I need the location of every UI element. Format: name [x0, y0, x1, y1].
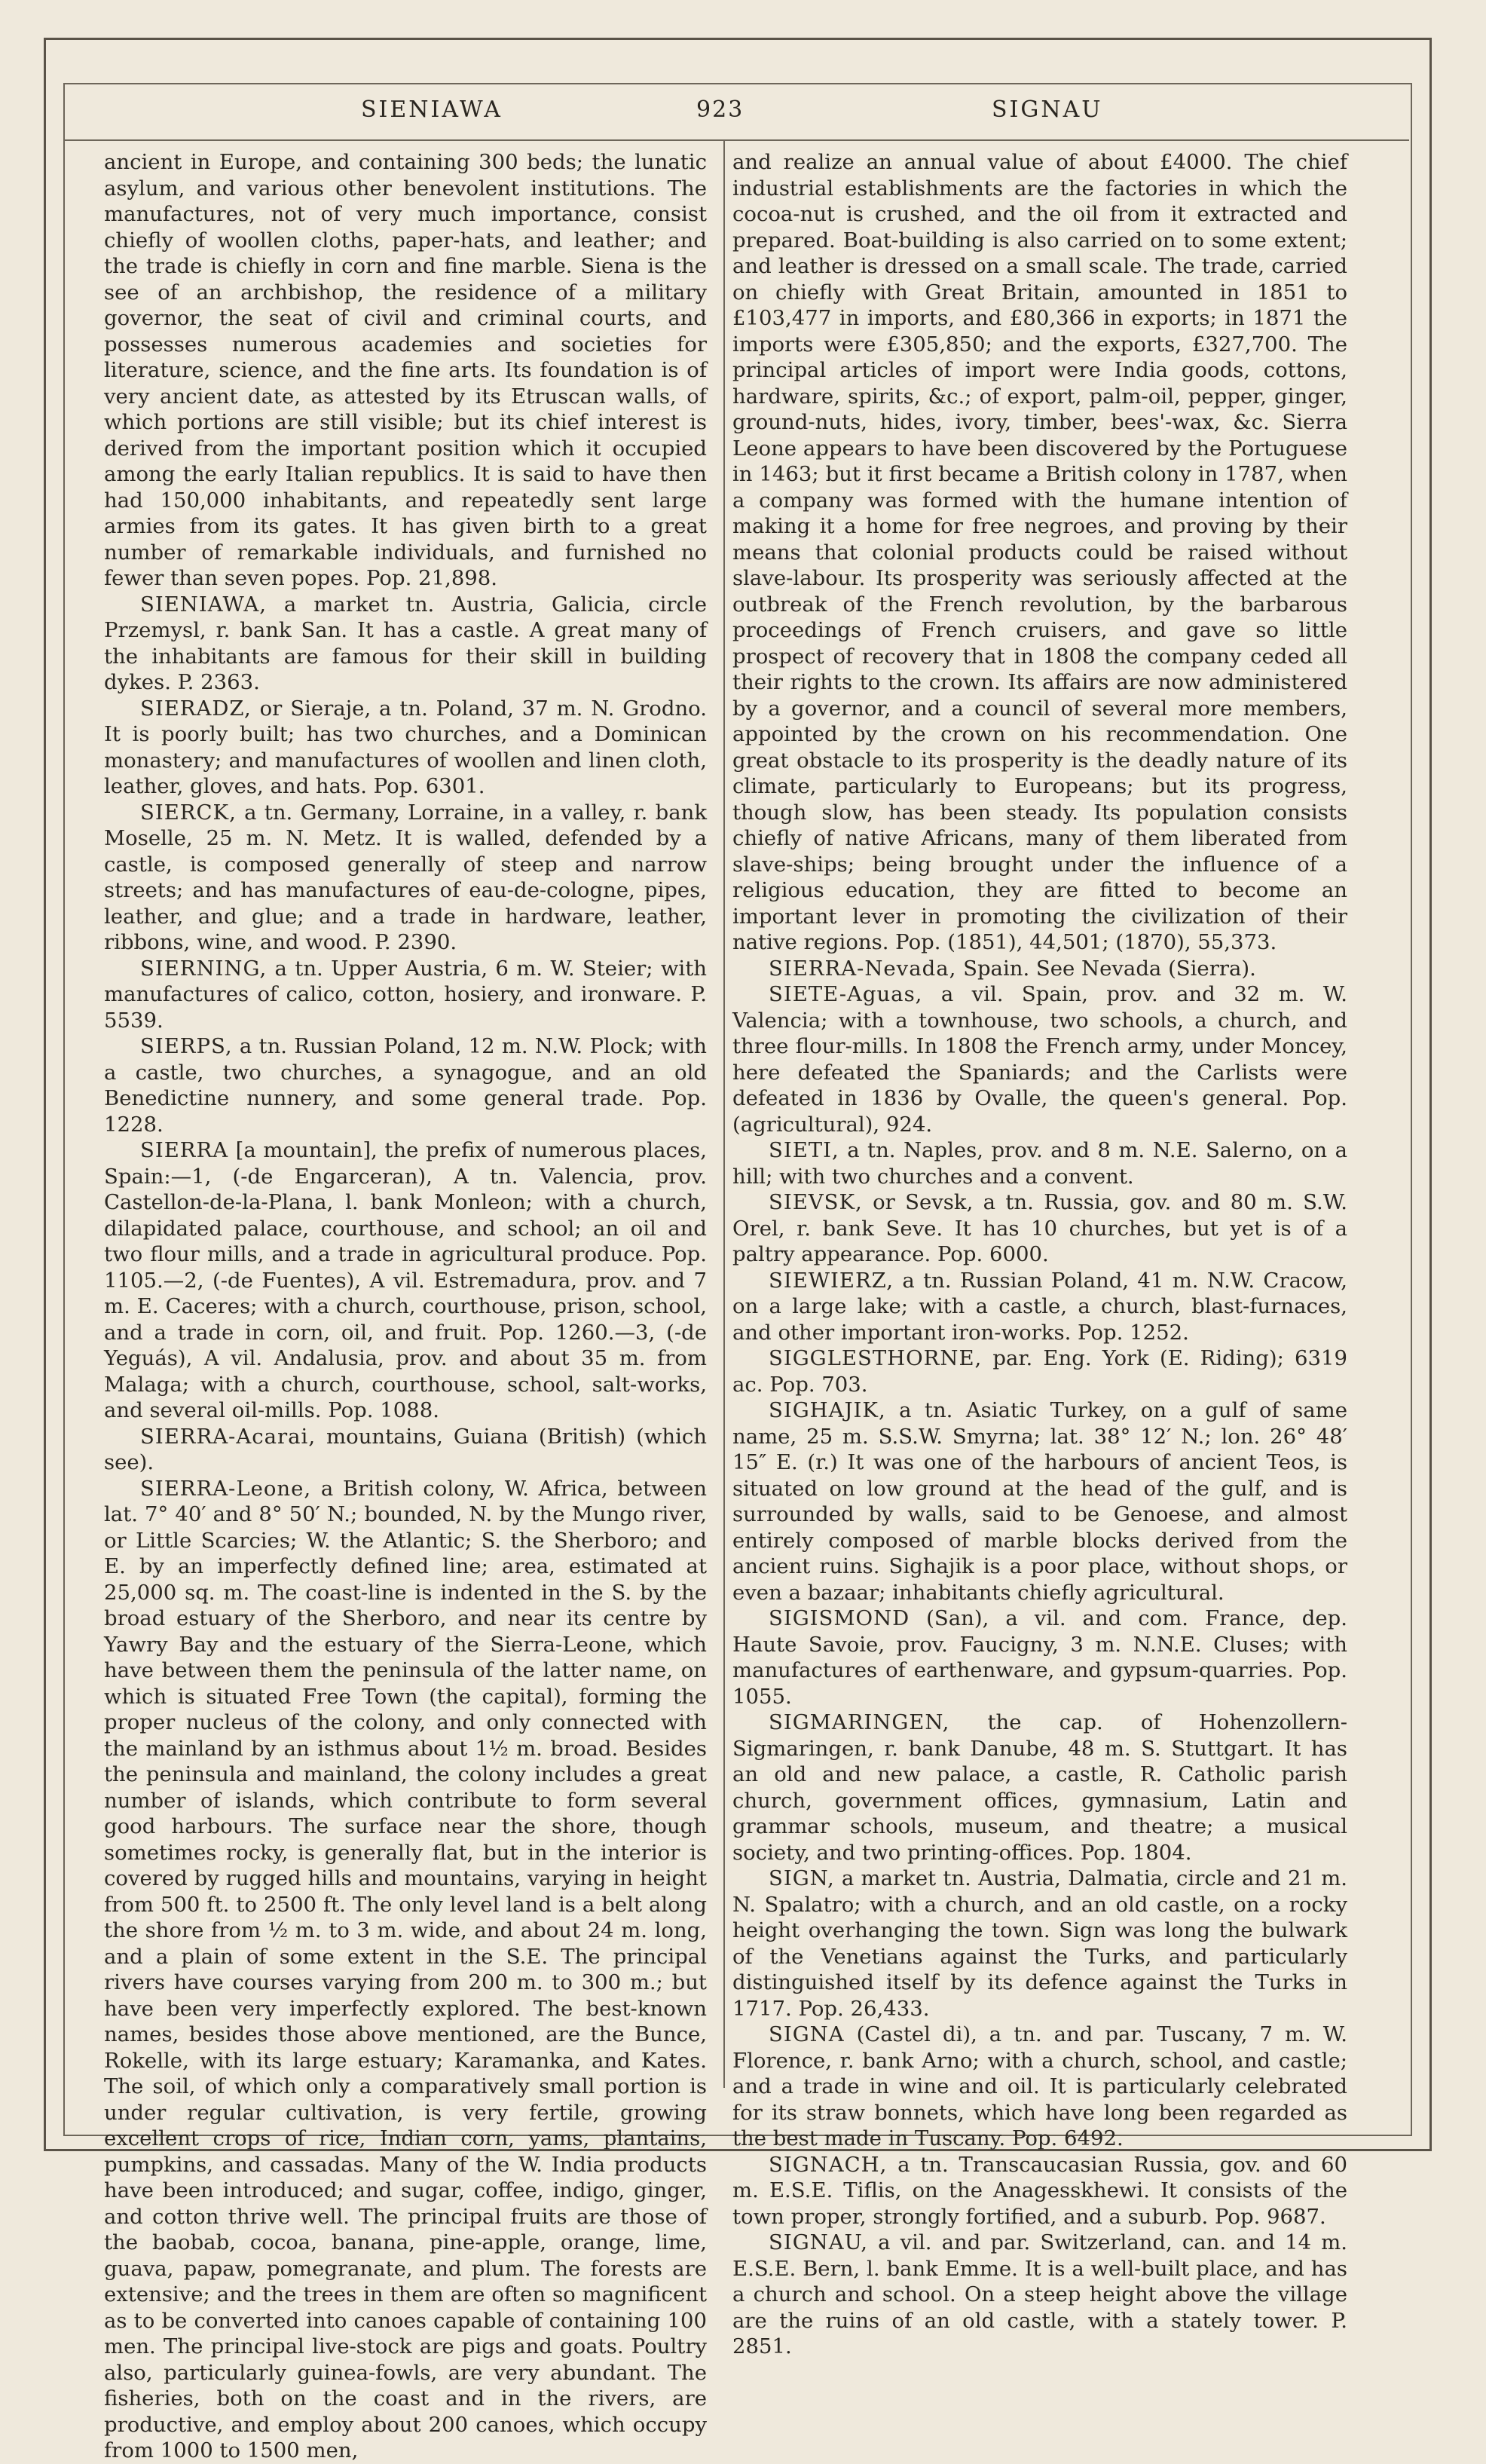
- entry-text: par. Eng. York (E. Riding); 6319 ac. Pop. 703.: [732, 1346, 1347, 1397]
- entry-headword: SIERCK,: [140, 800, 237, 825]
- gazetteer-entry: [104, 696, 707, 800]
- entry-text: mountains, Guiana (British) (which see).: [104, 1424, 707, 1474]
- entry-headword: SIGN,: [769, 1866, 835, 1890]
- entry-headword: SIERRA-Leone,: [140, 1476, 312, 1501]
- entry-text: ancient in Europe, and containing 300 beds; the lunatic asylum, and various other benevolent institutions. The manufactures, not of very much importance, consist chiefly of woollen cloths, paper-hats, and leather; and the trade is chiefly in corn and fine marble. Siena is the see of an archbishop, the residence of a military governor, the seat of civil and criminal courts, and possesses numerous academies and societies for literature, science, and the fine arts. Its foundation is of very ancient date, as attested by its Etruscan walls, of which portions are still visible; but its chief interest is derived from the important position which it occupied among the early Italian republics. It is said to have then had 150,000 inhabitants, and repeatedly sent large armies from its gates. It has given birth to a great number of remarkable individuals, and furnished no fewer than seven popes. Pop. 21,898.: [104, 150, 707, 590]
- entry-text: Spain. See Nevada (Sierra).: [956, 956, 1256, 981]
- entry-headword: SIERADZ,: [140, 696, 252, 721]
- entry-text: a British colony, W. Africa, between lat. 7° 40′ and 8° 50′ N.; bounded, N. by the Mungo river, or Little Scarcies; W. the Atlantic; S. the Sherboro; and E. by an imperfectly defined line; area, estimated at 25,000 sq. m. The coast-line is indented in the S. by the broad estuary of the Sherboro, and near its centre by Yawry Bay and the estuary of the Sierra-Leone, which have between them the peninsula of the latter name, on which is situated Free Town (the capital), forming the proper nucleus of the colony, and only connected with the mainland by an isthmus about 1½ m. broad. Besides the peninsula and mainland, the colony includes a great number of islands, which contribute to form several good harbours. The surface near the shore, though sometimes rocky, is generally flat, but in the interior is covered by rugged hills and mountains, varying in height from 500 ft. to 2500 ft. The only level land is a belt along the shore from ½ m. to 3 m. wide, and about 24 m. long, and a plain of some extent in the S.E. The principal rivers have courses varying from 200 m. to 300 m.; but have been very imperfectly explored. The best-known names, besides those above mentioned, are the Bunce, Rokelle, with its large estuary; Karamanka, and Kates. The soil, of which only a comparatively small portion is under regular cultivation, is very fertile, growing excellent crops of rice, Indian corn, yams, plantains, pumpkins, and cassadas. Many of the W. India products have been introduced; and sugar, coffee, indigo, ginger, and cotton thrive well. The principal fruits are those of the baobab, cocoa, banana, pine-apple, orange, lime, guava, papaw, pomegranate, and plum. The forests are extensive; and the trees in them are often so magnificent as to be converted into canoes capable of containing 100 men. The principal live-stock are pigs and goats. Poultry also, particularly guinea-fowls, are very abundant. The fisheries, both on the coast and in the rivers, are productive, and employ about 200 canoes, which occupy from 1000 to 1500 men,: [104, 1476, 707, 2462]
- gazetteer-entry: [104, 1137, 707, 1424]
- gazetteer-entry: [732, 981, 1347, 1137]
- entry-headword: SIGNAU,: [769, 2230, 868, 2254]
- entry-text: (Castel di), a tn. and par. Tuscany, 7 m. W. Florence, r. bank Arno; with a church, school, and castle; and a trade in wine and oil. It is particularly celebrated for its straw bonnets, which have long been regarded as the best made in Tuscany. Pop. 6492.: [732, 2022, 1347, 2150]
- entry-headword: SIGISMOND: [769, 1606, 910, 1630]
- entry-text: a market tn. Austria, Dalmatia, circle and 21 m. N. Spalatro; with a church, and an old castle, on a rocky height overhanging the town. Sign was long the bulwark of the Venetians against the Turks, and particularly distinguished itself by its defence against the Turks in 1717. Pop. 26,433.: [732, 1866, 1347, 2021]
- entry-headword: SIERRA: [140, 1138, 229, 1162]
- gazetteer-entry: [104, 1476, 707, 2464]
- entry-text: a tn. Germany, Lorraine, in a valley, r. bank Moselle, 25 m. N. Metz. It is walled, defended by a castle, is composed generally of steep and narrow streets; and has manufactures of eau-de-cologne, pipes, leather, and glue; and a trade in hardware, leather, ribbons, wine, and wood. P. 2390.: [104, 800, 707, 954]
- entry-text: a tn. Naples, prov. and 8 m. N.E. Salerno, on a hill; with two churches and a convent.: [732, 1138, 1347, 1189]
- entry-headword: SIGNA: [769, 2022, 845, 2046]
- entry-text: a tn. Asiatic Turkey, on a gulf of same name, 25 m. S.S.W. Smyrna; lat. 38° 12′ N.; lon. 26° 48′ 15″ E. (r.) It was one of the harbours of ancient Teos, is situated on low ground at the head of the gulf, and is surrounded by walls, said to be Genoese, and almost entirely composed of marble blocks derived from the ancient ruins. Sighajik is a poor place, without shops, or even a bazaar; inhabitants chiefly agricultural.: [732, 1398, 1347, 1605]
- running-head-left: SIENIAWA: [361, 96, 503, 123]
- entry-headword: SIERNING,: [140, 956, 268, 981]
- page-number: 923: [696, 96, 745, 123]
- gazetteer-entry: [732, 1709, 1347, 1866]
- entry-headword: SIERRA-Acarai,: [140, 1424, 316, 1449]
- entry-text: or Sevsk, a tn. Russia, gov. and 80 m. S.W. Orel, r. bank Seve. It has 10 churches, but yet is of a paltry appearance. Pop. 6000.: [732, 1190, 1347, 1266]
- gazetteer-entry: [104, 1424, 707, 1476]
- entry-headword: SIENIAWA,: [140, 592, 267, 617]
- entry-text: a vil. and par. Switzerland, can. and 14 m. E.S.E. Bern, l. bank Emme. It is a well-built place, and has a church and school. On a steep height above the village are the ruins of an old castle, with a stately tower. P. 2851.: [732, 2230, 1347, 2358]
- entry-headword: SIERRA-Nevada,: [769, 956, 957, 981]
- entry-headword: SIGMARINGEN,: [769, 1710, 950, 1734]
- entry-text: a tn. Transcaucasian Russia, gov. and 60 m. E.S.E. Tiflis, on the Anagesskhewi. It consists of the town proper, strongly fortified, and a suburb. Pop. 9687.: [732, 2152, 1347, 2229]
- gazetteer-entry: [732, 2230, 1347, 2360]
- header-rule: [63, 139, 1409, 141]
- gazetteer-entry: [732, 1137, 1347, 1189]
- gazetteer-entry: [732, 1189, 1347, 1268]
- gazetteer-entry: [732, 2022, 1347, 2152]
- entry-text: [a mountain], the prefix of numerous places, Spain:—1, (-de Engarceran), A tn. Valencia, prov. Castellon-de-la-Plana, l. bank Monleon; with a church, dilapidated palace, courthouse, and school; an oil and two flour mills, and a trade in agricultural produce. Pop. 1105.—2, (-de Fuentes), A vil. Estremadura, prov. and 7 m. E. Caceres; with a church, courthouse, prison, school, and a trade in corn, oil, and fruit. Pop. 1260.—3, (-de Yeguás), A vil. Andalusia, prov. and about 35 m. from Malaga; with a church, courthouse, school, salt-works, and several oil-mills. Pop. 1088.: [104, 1138, 707, 1422]
- gazetteer-entry: [732, 1866, 1347, 2022]
- entry-headword: SIEVSK,: [769, 1190, 863, 1214]
- gazetteer-entry: [104, 592, 707, 696]
- gazetteer-entry: [732, 1345, 1347, 1397]
- entry-text: a market tn. Austria, Galicia, circle Przemysl, r. bank San. It has a castle. A great many of the inhabitants are famous for their skill in building dykes. P. 2363.: [104, 592, 707, 694]
- entry-headword: SIETE-Aguas,: [769, 982, 923, 1006]
- gazetteer-entry: [104, 800, 707, 956]
- gazetteer-entry: [732, 1605, 1347, 1709]
- entry-headword: SIEWIERZ,: [769, 1268, 894, 1293]
- entry-text: (San), a vil. and com. France, dep. Haute Savoie, prov. Faucigny, 3 m. N.N.E. Cluses; with manufactures of earthenware, and gypsum-quarries. Pop. 1055.: [732, 1606, 1347, 1709]
- gazetteer-entry: [732, 2152, 1347, 2230]
- entry-text: a vil. Spain, prov. and 32 m. W. Valencia; with a townhouse, two schools, a church, and three flour-mills. In 1808 the French army, under Moncey, here defeated the Spaniards; and the Carlists were defeated in 1836 by Ovalle, the queen's general. Pop. (agricultural), 924.: [732, 982, 1347, 1137]
- gazetteer-entry: [732, 956, 1347, 982]
- entry-text: and realize an annual value of about £4000. The chief industrial establishments are the factories in which the cocoa-nut is crushed, and the oil from it extracted and prepared. Boat-building is also carried on to some extent; and leather is dressed on a small scale. The trade, carried on chiefly with Great Britain, amounted in 1851 to £103,477 in imports, and £80,366 in exports; in 1871 the imports were £305,850; and the exports, £327,700. The principal articles of import were India goods, cottons, hardware, spirits, &c.; of export, palm-oil, pepper, ginger, ground-nuts, hides, ivory, timber, bees'-wax, &c. Sierra Leone appears to have been discovered by the Portuguese in 1463; but it first became a British colony in 1787, when a company was formed with the humane intention of making it a home for free negroes, and proving by their means that colonial products could be raised without slave-labour. Its prosperity was seriously affected at the outbreak of the French revolution, by the barbarous proceedings of French cruisers, and gave so little prospect of recovery that in 1808 the company ceded all their rights to the crown. Its affairs are now administered by a governor, and a council of several more members, appointed by the crown on his recommendation. One great obstacle to its prosperity is the deadly nature of its climate, particularly to Europeans; but its progress, though slow, has been steady. Its population consists chiefly of native Africans, many of them liberated from slave-ships; being brought under the influence of a religious education, they are fitted to become an important lever in promoting the civilization of their native regions. Pop. (1851), 44,501; (1870), 55,373.: [732, 150, 1347, 954]
- entry-headword: SIGHAJIK,: [769, 1398, 886, 1422]
- gazetteer-entry: [732, 1397, 1347, 1605]
- entry-headword: SIERPS,: [140, 1034, 233, 1058]
- entry-text: a tn. Russian Poland, 41 m. N.W. Cracow, on a large lake; with a castle, a church, blast-furnaces, and other important iron-works. Pop. 1252.: [732, 1268, 1347, 1345]
- entry-headword: SIGGLESTHORNE,: [769, 1346, 983, 1370]
- continued-text: [104, 149, 707, 592]
- gazetteer-entry: [104, 1033, 707, 1137]
- entry-text: or Sieraje, a tn. Poland, 37 m. N. Grodno. It is poorly built; has two churches, and a Dominican monastery; and manufactures of woollen and linen cloth, leather, gloves, and hats. Pop. 6301.: [104, 696, 707, 798]
- entry-text: a tn. Upper Austria, 6 m. W. Steier; with manufactures of calico, cotton, hosiery, and ironware. P. 5539.: [104, 956, 707, 1033]
- column-divider: [723, 139, 725, 2088]
- continued-text: [732, 149, 1347, 956]
- running-head-right: SIGNAU: [992, 96, 1103, 123]
- entry-text: a tn. Russian Poland, 12 m. N.W. Plock; with a castle, two churches, a synagogue, and an old Benedictine nunnery, and some general trade. Pop. 1228.: [104, 1034, 707, 1137]
- left-column: [104, 149, 707, 2462]
- right-column: [732, 149, 1347, 2358]
- entry-text: the cap. of Hohenzollern-Sigmaringen, r. bank Danube, 48 m. S. Stuttgart. It has an old and new palace, a castle, R. Catholic parish church, government offices, gymnasium, Latin and grammar schools, museum, and theatre; a musical society, and two printing-offices. Pop. 1804.: [732, 1710, 1347, 1865]
- entry-headword: SIETI,: [769, 1138, 839, 1162]
- entry-headword: SIGNACH,: [769, 2152, 888, 2177]
- page-header: [63, 96, 1409, 142]
- gazetteer-entry: [732, 1268, 1347, 1346]
- gazetteer-entry: [104, 956, 707, 1034]
